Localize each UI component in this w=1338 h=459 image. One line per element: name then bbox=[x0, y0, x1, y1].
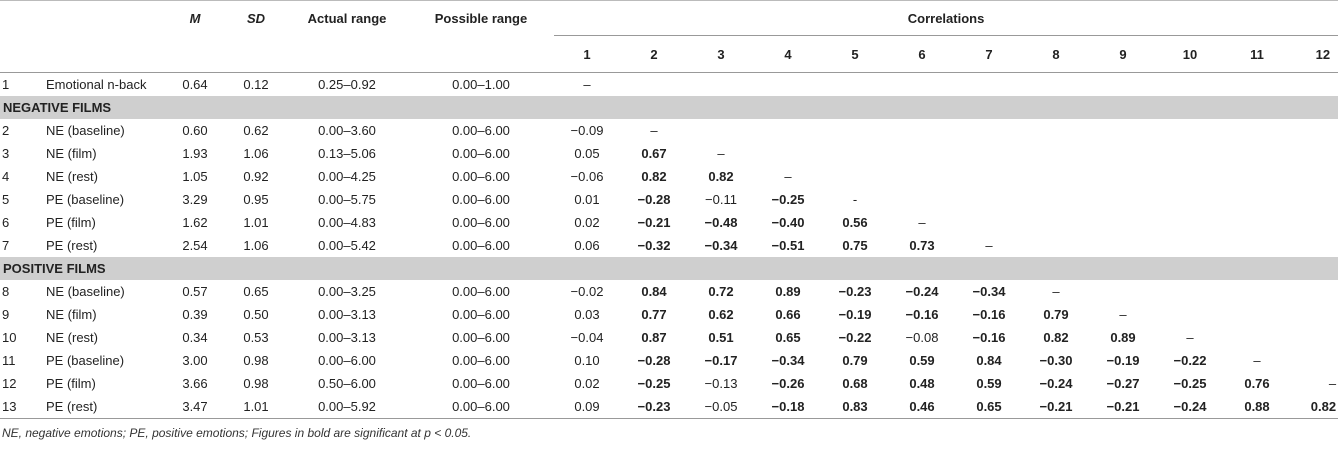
correlation-cell: 0.73 bbox=[909, 238, 935, 253]
sd-value: 0.65 bbox=[243, 284, 269, 299]
variable-name: NE (baseline) bbox=[46, 284, 125, 299]
sd-value: 1.06 bbox=[243, 146, 269, 161]
row-number: 10 bbox=[2, 330, 17, 345]
corr-col-header: 5 bbox=[822, 36, 888, 73]
correlation-cell bbox=[1090, 73, 1156, 97]
correlation-cell bbox=[1156, 119, 1224, 142]
correlation-cell: −0.30 bbox=[1039, 353, 1073, 368]
correlation-cell bbox=[754, 142, 822, 165]
correlation-cell bbox=[1224, 234, 1290, 257]
section-header-row bbox=[0, 96, 1338, 119]
table-row bbox=[0, 211, 1338, 234]
correlation-cell bbox=[1022, 119, 1090, 142]
correlation-cell bbox=[1224, 326, 1290, 349]
correlation-cell bbox=[1224, 119, 1290, 142]
correlation-cell: −0.16 bbox=[905, 307, 939, 322]
correlation-cell bbox=[1090, 280, 1156, 303]
table-row bbox=[0, 372, 1338, 395]
mean-value: 0.60 bbox=[182, 123, 208, 138]
possible-range-value: 0.00–6.00 bbox=[452, 284, 510, 299]
correlation-cell bbox=[956, 119, 1022, 142]
actual-range-value: 0.00–4.25 bbox=[318, 169, 376, 184]
sd-value: 0.53 bbox=[243, 330, 269, 345]
corr-col-header: 8 bbox=[1022, 36, 1090, 73]
correlation-cell: 0.82 bbox=[708, 169, 734, 184]
correlation-cell: −0.32 bbox=[637, 238, 671, 253]
correlation-cell bbox=[1156, 142, 1224, 165]
correlation-cell: 0.02 bbox=[574, 376, 600, 391]
correlation-cell: −0.16 bbox=[972, 307, 1006, 322]
correlation-cell: −0.23 bbox=[838, 284, 872, 299]
row-number: 5 bbox=[2, 192, 10, 207]
header-blank bbox=[0, 1, 44, 36]
sd-value: 1.01 bbox=[243, 215, 269, 230]
actual-range-value: 0.00–3.25 bbox=[318, 284, 376, 299]
variable-name: NE (rest) bbox=[46, 169, 98, 184]
correlation-cell bbox=[1090, 234, 1156, 257]
correlation-cell: −0.21 bbox=[637, 215, 671, 230]
correlation-cell bbox=[1224, 211, 1290, 234]
correlation-cell: 0.05 bbox=[574, 146, 600, 161]
sd-value: 0.98 bbox=[243, 376, 269, 391]
correlation-cell bbox=[888, 165, 956, 188]
mean-value: 1.62 bbox=[182, 215, 208, 230]
correlation-cell: −0.17 bbox=[704, 353, 738, 368]
correlation-cell bbox=[1224, 280, 1290, 303]
correlation-cell: 0.10 bbox=[574, 353, 600, 368]
section-label: POSITIVE FILMS bbox=[0, 257, 1338, 280]
table-body bbox=[0, 73, 1338, 419]
correlation-cell bbox=[956, 73, 1022, 97]
correlation-cell: 0.65 bbox=[956, 395, 1022, 419]
mean-value: 1.93 bbox=[182, 146, 208, 161]
row-number: 9 bbox=[2, 307, 10, 322]
variable-name: PE (rest) bbox=[46, 238, 98, 253]
correlation-cell: 0.65 bbox=[775, 330, 801, 345]
correlation-cell: 0.59 bbox=[976, 376, 1002, 391]
corr-col-header: 6 bbox=[888, 36, 956, 73]
correlation-cell: 0.59 bbox=[909, 353, 935, 368]
table-row bbox=[0, 119, 1338, 142]
table-row bbox=[0, 188, 1338, 211]
correlation-cell bbox=[1224, 73, 1290, 97]
row-number: 8 bbox=[2, 284, 10, 299]
correlation-cell: −0.25 bbox=[637, 376, 671, 391]
corr-col-header: 12 bbox=[1290, 36, 1338, 73]
table-row bbox=[0, 142, 1338, 165]
correlation-cell bbox=[956, 188, 1022, 211]
correlation-cell bbox=[620, 73, 688, 97]
correlation-cell bbox=[1290, 349, 1338, 372]
header-mean: M bbox=[164, 1, 226, 36]
correlation-cell: 0.87 bbox=[641, 330, 667, 345]
corr-col-header: 3 bbox=[688, 36, 754, 73]
corr-col-header: 11 bbox=[1224, 36, 1290, 73]
correlation-cell bbox=[1090, 188, 1156, 211]
correlation-cell: 0.79 bbox=[842, 353, 868, 368]
correlation-cell: 0.72 bbox=[708, 284, 734, 299]
header-possible-range: Possible range bbox=[408, 1, 554, 36]
correlation-cell: – bbox=[1186, 330, 1194, 345]
correlation-cell: 0.79 bbox=[1043, 307, 1069, 322]
correlation-cell: 0.89 bbox=[775, 284, 801, 299]
table-row bbox=[0, 73, 1338, 97]
correlation-cell: −0.16 bbox=[972, 330, 1006, 345]
correlation-cell bbox=[1290, 188, 1338, 211]
correlation-cell: −0.40 bbox=[771, 215, 805, 230]
correlation-cell: −0.25 bbox=[771, 192, 805, 207]
correlation-cell: −0.18 bbox=[754, 395, 822, 419]
table-row bbox=[0, 234, 1338, 257]
correlation-cell: −0.51 bbox=[771, 238, 805, 253]
correlation-cell bbox=[1290, 280, 1338, 303]
actual-range-value: 0.13–5.06 bbox=[318, 146, 376, 161]
mean-value: 2.54 bbox=[182, 238, 208, 253]
sd-value: 1.06 bbox=[243, 238, 269, 253]
table-row bbox=[0, 326, 1338, 349]
correlation-cell bbox=[1156, 303, 1224, 326]
corr-col-header: 4 bbox=[754, 36, 822, 73]
correlation-cell: 0.67 bbox=[641, 146, 667, 161]
correlation-cell: 0.76 bbox=[1244, 376, 1270, 391]
correlation-cell: −0.25 bbox=[1173, 376, 1207, 391]
correlation-cell: −0.04 bbox=[570, 330, 604, 345]
correlation-cell bbox=[1022, 211, 1090, 234]
section-label: NEGATIVE FILMS bbox=[0, 96, 1338, 119]
variable-name: PE (film) bbox=[46, 215, 96, 230]
actual-range-value: 0.00–3.13 bbox=[318, 307, 376, 322]
table-row bbox=[0, 349, 1338, 372]
correlation-cell: −0.19 bbox=[1106, 353, 1140, 368]
correlation-cell: 0.68 bbox=[842, 376, 868, 391]
correlation-cell bbox=[754, 73, 822, 97]
correlation-cell bbox=[822, 142, 888, 165]
correlation-cell bbox=[1224, 165, 1290, 188]
mean-value: 3.29 bbox=[182, 192, 208, 207]
correlation-cell: −0.09 bbox=[570, 123, 604, 138]
correlation-cell: −0.21 bbox=[1022, 395, 1090, 419]
actual-range-value: 0.00–5.75 bbox=[318, 192, 376, 207]
correlation-cell: −0.24 bbox=[1156, 395, 1224, 419]
variable-name: NE (film) bbox=[46, 146, 97, 161]
actual-range-value: 0.00–6.00 bbox=[318, 353, 376, 368]
correlation-cell bbox=[888, 188, 956, 211]
row-number: 7 bbox=[2, 238, 10, 253]
correlation-cell bbox=[1156, 280, 1224, 303]
correlation-cell: −0.27 bbox=[1106, 376, 1140, 391]
correlation-cell: −0.21 bbox=[1090, 395, 1156, 419]
mean-value: 0.64 bbox=[182, 77, 208, 92]
section-header-row bbox=[0, 257, 1338, 280]
correlation-cell: −0.34 bbox=[771, 353, 805, 368]
sd-value: 0.62 bbox=[243, 123, 269, 138]
correlation-cell: 0.09 bbox=[554, 395, 620, 419]
correlation-cell bbox=[1022, 234, 1090, 257]
correlation-cell bbox=[754, 119, 822, 142]
correlation-cell: - bbox=[852, 192, 858, 207]
possible-range-value: 0.00–6.00 bbox=[452, 169, 510, 184]
mean-value: 0.34 bbox=[182, 330, 208, 345]
row-number: 3 bbox=[2, 146, 10, 161]
corr-col-header: 2 bbox=[620, 36, 688, 73]
header-sd: SD bbox=[226, 1, 286, 36]
correlation-cell: 0.83 bbox=[822, 395, 888, 419]
correlation-cell: −0.26 bbox=[771, 376, 805, 391]
correlation-cell bbox=[1090, 165, 1156, 188]
table-footnote: NE, negative emotions; PE, positive emotions; Figures in bold are significant at p < 0.05. bbox=[2, 426, 472, 440]
variable-name: NE (rest) bbox=[46, 330, 98, 345]
correlation-cell bbox=[888, 142, 956, 165]
correlation-cell: −0.22 bbox=[838, 330, 872, 345]
correlation-cell bbox=[888, 73, 956, 97]
correlation-cell bbox=[888, 119, 956, 142]
row-number: 1 bbox=[2, 77, 10, 92]
correlation-cell: – bbox=[1119, 307, 1127, 322]
actual-range-value: 0.00–4.83 bbox=[318, 215, 376, 230]
correlation-cell bbox=[1290, 119, 1338, 142]
correlation-cell bbox=[1224, 303, 1290, 326]
correlation-cell: 0.82 bbox=[641, 169, 667, 184]
corr-col-header: 1 bbox=[554, 36, 620, 73]
correlation-cell: 0.46 bbox=[888, 395, 956, 419]
correlation-cell: −0.23 bbox=[620, 395, 688, 419]
correlation-cell bbox=[956, 211, 1022, 234]
correlation-cell: 0.03 bbox=[574, 307, 600, 322]
row-number: 13 bbox=[0, 395, 44, 419]
correlation-cell bbox=[1156, 234, 1224, 257]
actual-range-value: 0.00–3.13 bbox=[318, 330, 376, 345]
actual-range-value: 0.00–3.60 bbox=[318, 123, 376, 138]
mean-value: 1.05 bbox=[182, 169, 208, 184]
correlation-cell bbox=[1224, 142, 1290, 165]
correlation-cell: – bbox=[1253, 353, 1261, 368]
corr-col-header: 7 bbox=[956, 36, 1022, 73]
correlation-cell: 0.84 bbox=[976, 353, 1002, 368]
correlation-cell: −0.19 bbox=[838, 307, 872, 322]
correlation-cell bbox=[822, 119, 888, 142]
possible-range-value: 0.00–6.00 bbox=[452, 146, 510, 161]
correlation-cell bbox=[1090, 142, 1156, 165]
correlation-cell: 0.84 bbox=[641, 284, 667, 299]
mean-value: 3.00 bbox=[182, 353, 208, 368]
possible-range-value: 0.00–6.00 bbox=[452, 215, 510, 230]
sd-value: 0.12 bbox=[243, 77, 269, 92]
correlation-cell: −0.22 bbox=[1173, 353, 1207, 368]
correlation-cell: −0.02 bbox=[570, 284, 604, 299]
correlation-cell bbox=[688, 73, 754, 97]
variable-name: PE (baseline) bbox=[46, 192, 125, 207]
correlation-cell bbox=[1090, 119, 1156, 142]
header-correlations: Correlations bbox=[554, 1, 1338, 36]
possible-range-value: 0.00–6.00 bbox=[452, 376, 510, 391]
possible-range-value: 0.00–6.00 bbox=[452, 353, 510, 368]
mean-value: 0.57 bbox=[182, 284, 208, 299]
correlation-cell: – bbox=[717, 146, 725, 161]
row-number: 12 bbox=[2, 376, 17, 391]
row-number: 6 bbox=[2, 215, 10, 230]
correlation-cell: 0.56 bbox=[842, 215, 868, 230]
sd-value: 0.92 bbox=[243, 169, 269, 184]
possible-range-value: 0.00–6.00 bbox=[452, 192, 510, 207]
correlation-cell: 0.66 bbox=[775, 307, 801, 322]
correlation-cell bbox=[1022, 165, 1090, 188]
correlation-cell: 0.82 bbox=[1290, 395, 1338, 419]
sd-value: 0.95 bbox=[243, 192, 269, 207]
correlation-cell bbox=[1156, 211, 1224, 234]
possible-range-value: 0.00–6.00 bbox=[452, 307, 510, 322]
correlation-cell bbox=[1156, 73, 1224, 97]
correlation-cell bbox=[1022, 73, 1090, 97]
row-number: 11 bbox=[2, 353, 16, 368]
row-number: 2 bbox=[2, 123, 10, 138]
correlation-cell: – bbox=[650, 123, 658, 138]
correlation-cell: 0.02 bbox=[574, 215, 600, 230]
correlation-cell: – bbox=[918, 215, 926, 230]
correlation-cell: −0.11 bbox=[705, 192, 737, 207]
possible-range-value: 0.00–1.00 bbox=[452, 77, 510, 92]
correlation-cell bbox=[1290, 142, 1338, 165]
correlation-cell: 0.06 bbox=[574, 238, 600, 253]
correlation-cell: −0.28 bbox=[637, 192, 671, 207]
variable-name: PE (baseline) bbox=[46, 353, 125, 368]
correlation-cell: 0.82 bbox=[1043, 330, 1069, 345]
variable-name: NE (film) bbox=[46, 307, 97, 322]
correlation-cell: −0.08 bbox=[905, 330, 939, 345]
correlation-cell: −0.13 bbox=[704, 376, 738, 391]
correlation-cell: – bbox=[784, 169, 792, 184]
correlation-cell: −0.05 bbox=[688, 395, 754, 419]
correlation-cell bbox=[1224, 188, 1290, 211]
correlation-cell: −0.06 bbox=[570, 169, 604, 184]
possible-range-value: 0.00–6.00 bbox=[452, 238, 510, 253]
correlation-cell: −0.34 bbox=[972, 284, 1006, 299]
correlation-cell: −0.28 bbox=[637, 353, 671, 368]
correlation-cell: −0.24 bbox=[905, 284, 939, 299]
header-actual-range: Actual range bbox=[286, 1, 408, 36]
possible-range-value: 0.00–6.00 bbox=[408, 395, 554, 419]
correlation-cell: – bbox=[1052, 284, 1060, 299]
correlation-cell: 0.51 bbox=[708, 330, 734, 345]
header-row-1 bbox=[0, 1, 1338, 36]
actual-range-value: 0.25–0.92 bbox=[318, 77, 376, 92]
actual-range-value: 0.00–5.42 bbox=[318, 238, 376, 253]
correlation-cell bbox=[1022, 188, 1090, 211]
correlation-cell bbox=[956, 142, 1022, 165]
correlation-cell bbox=[1156, 165, 1224, 188]
actual-range-value: 0.00–5.92 bbox=[286, 395, 408, 419]
correlation-cell: 0.89 bbox=[1110, 330, 1136, 345]
correlation-cell: 0.62 bbox=[708, 307, 734, 322]
correlation-cell: 0.77 bbox=[641, 307, 667, 322]
correlation-cell: −0.24 bbox=[1039, 376, 1073, 391]
correlation-cell: – bbox=[1328, 376, 1337, 391]
correlation-cell: 0.75 bbox=[842, 238, 868, 253]
header-blank bbox=[44, 1, 164, 36]
correlation-cell: – bbox=[583, 77, 591, 92]
table-row bbox=[0, 395, 1338, 419]
header-row-2 bbox=[0, 36, 1338, 73]
corr-col-header: 10 bbox=[1156, 36, 1224, 73]
variable-name: NE (baseline) bbox=[46, 123, 125, 138]
correlation-cell: −0.48 bbox=[704, 215, 738, 230]
sd-value: 0.98 bbox=[243, 353, 269, 368]
correlation-cell bbox=[1156, 188, 1224, 211]
correlation-cell bbox=[1290, 73, 1338, 97]
table-row bbox=[0, 280, 1338, 303]
correlation-cell bbox=[822, 73, 888, 97]
correlation-cell: 0.01 bbox=[574, 192, 600, 207]
variable-name: Emotional n-back bbox=[46, 77, 147, 92]
mean-value: 3.66 bbox=[182, 376, 208, 391]
correlation-cell bbox=[1290, 326, 1338, 349]
table-row bbox=[0, 165, 1338, 188]
correlation-cell: −0.34 bbox=[704, 238, 738, 253]
sd-value: 1.01 bbox=[226, 395, 286, 419]
correlation-cell: – bbox=[985, 238, 993, 253]
correlation-cell bbox=[1290, 165, 1338, 188]
mean-value: 0.39 bbox=[182, 307, 208, 322]
correlation-cell bbox=[1290, 234, 1338, 257]
row-number: 4 bbox=[2, 169, 10, 184]
corr-col-header: 9 bbox=[1090, 36, 1156, 73]
possible-range-value: 0.00–6.00 bbox=[452, 123, 510, 138]
possible-range-value: 0.00–6.00 bbox=[452, 330, 510, 345]
correlation-cell: 0.88 bbox=[1224, 395, 1290, 419]
correlation-cell bbox=[956, 165, 1022, 188]
correlation-cell bbox=[1290, 303, 1338, 326]
sd-value: 0.50 bbox=[243, 307, 269, 322]
correlation-cell: 0.48 bbox=[909, 376, 935, 391]
correlation-cell bbox=[1090, 211, 1156, 234]
correlation-cell bbox=[822, 165, 888, 188]
actual-range-value: 0.50–6.00 bbox=[318, 376, 376, 391]
variable-name: PE (rest) bbox=[44, 395, 164, 419]
variable-name: PE (film) bbox=[46, 376, 96, 391]
mean-value: 3.47 bbox=[164, 395, 226, 419]
table-row bbox=[0, 303, 1338, 326]
correlation-cell bbox=[1290, 211, 1338, 234]
correlation-cell bbox=[1022, 142, 1090, 165]
correlation-cell bbox=[688, 119, 754, 142]
